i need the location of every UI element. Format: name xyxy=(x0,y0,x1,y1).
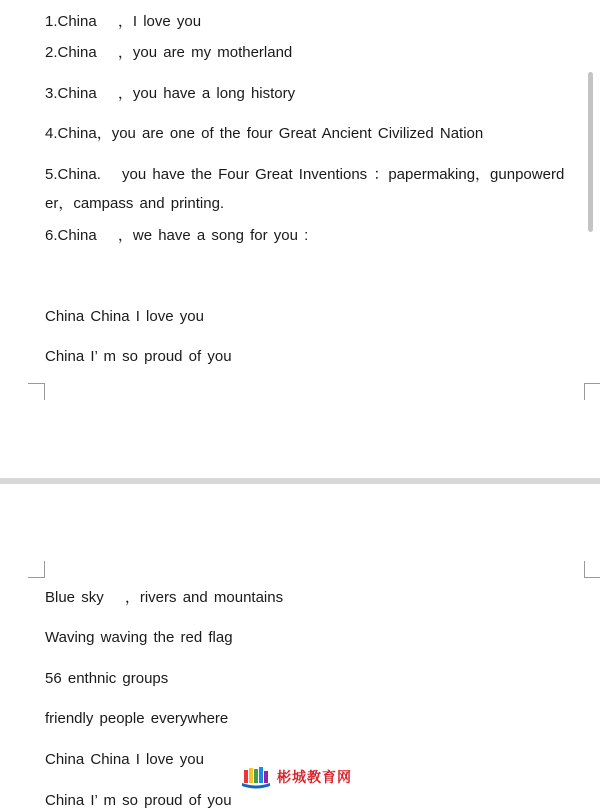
text-line: 5.China. you have the Four Great Inventions ：papermaking，gunpowerd xyxy=(45,166,565,183)
text-line: er，campass and printing. xyxy=(45,195,225,212)
text-line: 6.China ，we have a song for you : xyxy=(45,227,309,244)
text-line: 56 enthnic groups xyxy=(45,670,169,687)
text-line: 2.China ，you are my motherland xyxy=(45,44,293,61)
margin-corner-mark xyxy=(28,383,45,400)
text-line: China I’ m so proud of you xyxy=(45,792,232,809)
text-line: China China I love you xyxy=(45,308,204,325)
book-logo-icon xyxy=(241,765,271,789)
text-line: China China I love you xyxy=(45,751,204,768)
watermark xyxy=(241,765,352,789)
text-line: Blue sky ，rivers and mountains xyxy=(45,589,284,606)
margin-corner-mark xyxy=(584,383,600,400)
margin-corner-mark xyxy=(28,561,45,578)
watermark-text: 彬城教育网 xyxy=(277,770,352,786)
margin-corner-mark xyxy=(584,561,600,578)
text-line: Waving waving the red flag xyxy=(45,629,233,646)
text-line: friendly people everywhere xyxy=(45,710,229,727)
text-line: China I’ m so proud of you xyxy=(45,348,232,365)
document-page-2 xyxy=(0,484,600,811)
text-line: 4.China，you are one of the four Great Ancient Civilized Nation xyxy=(45,125,484,142)
vertical-scrollbar[interactable] xyxy=(588,72,593,232)
text-line: 3.China ，you have a long history xyxy=(45,85,296,102)
text-line: 1.China ，I love you xyxy=(45,13,202,30)
